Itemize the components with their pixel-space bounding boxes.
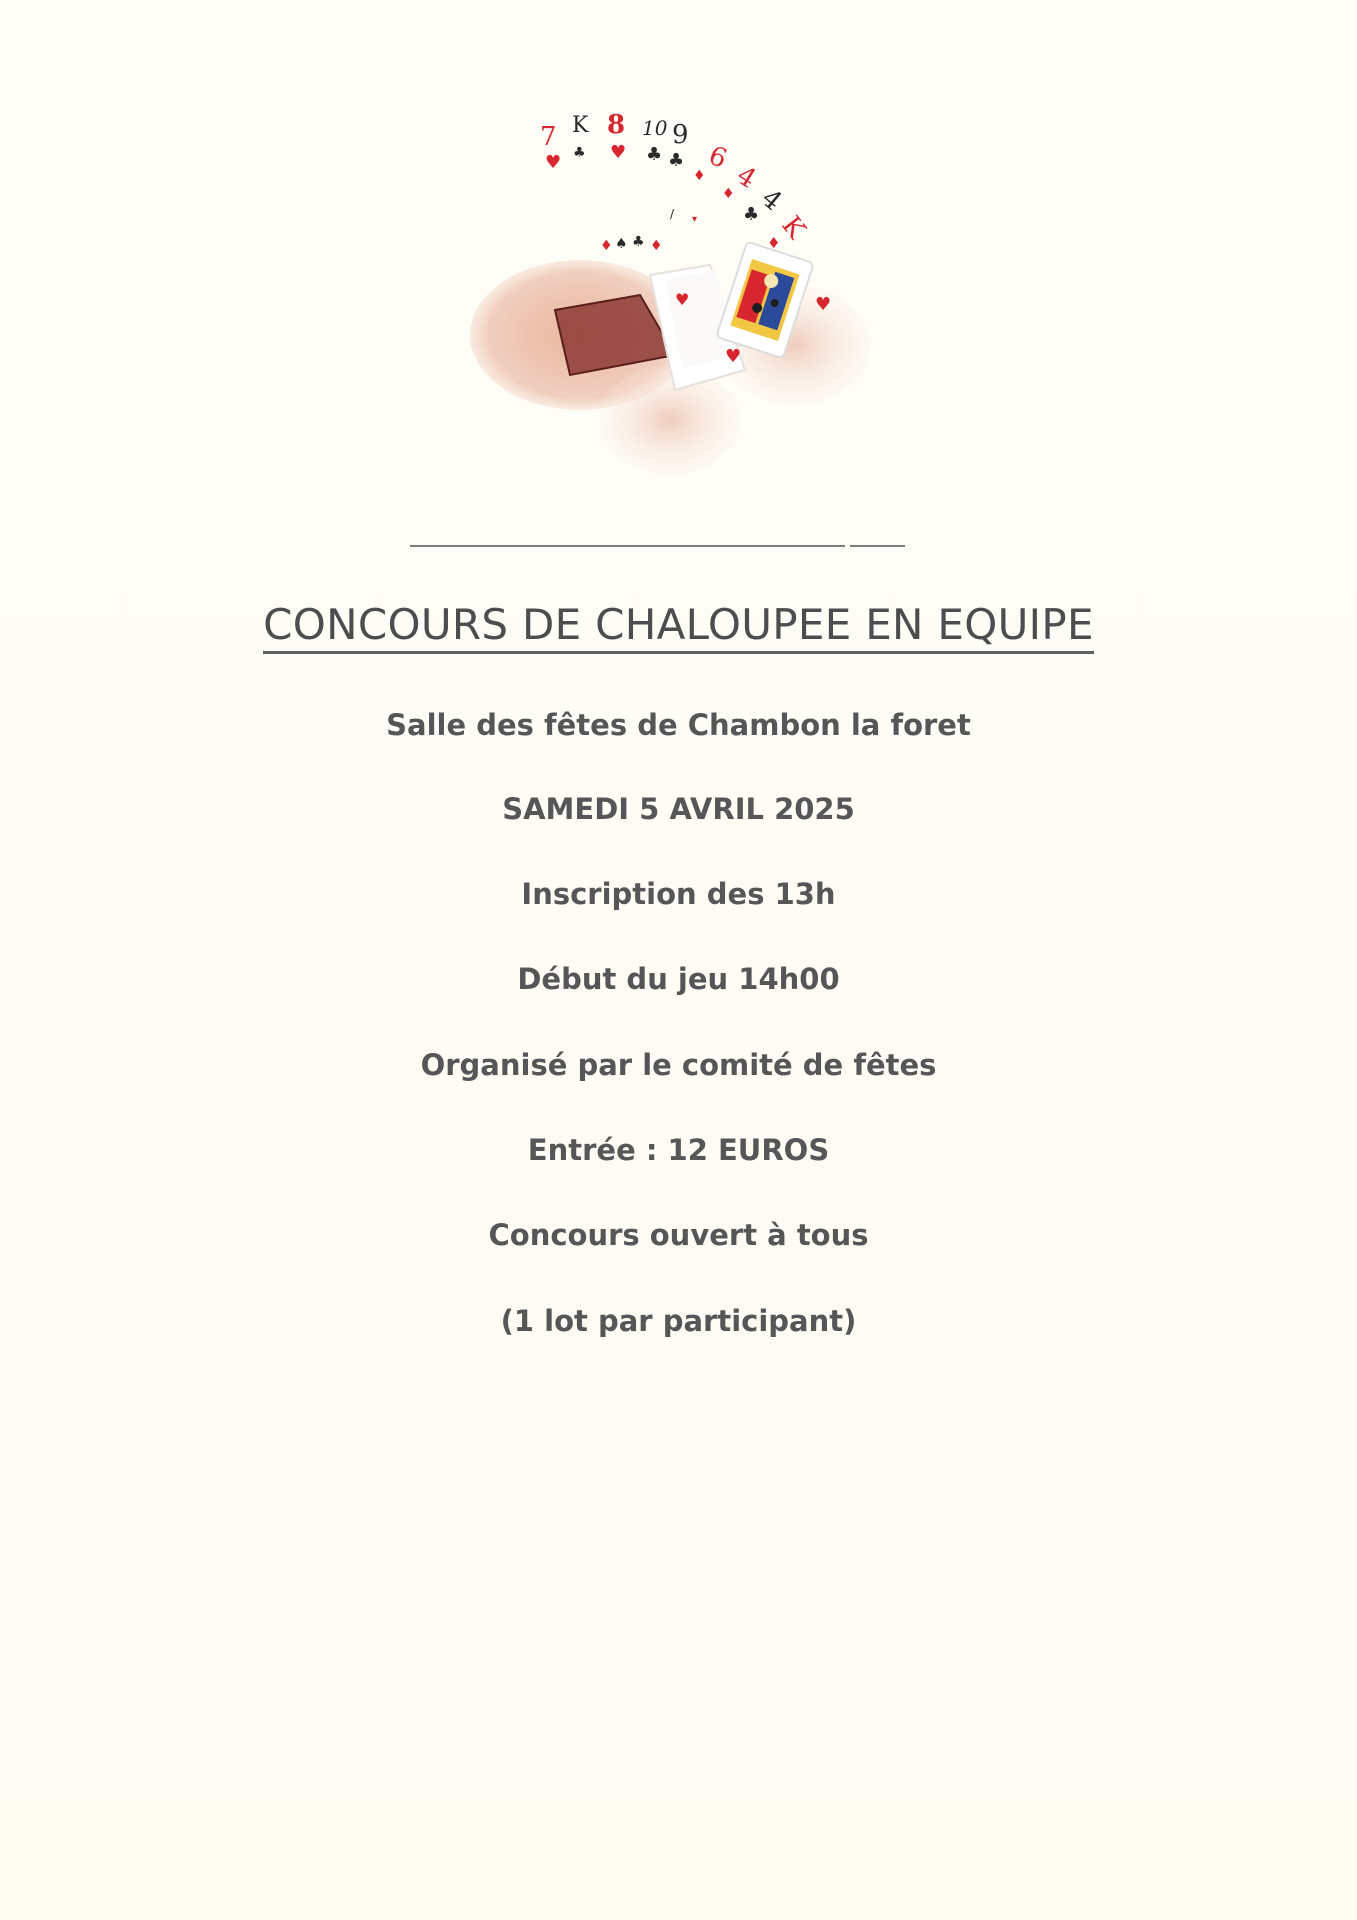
- suit-pips: [545, 142, 780, 252]
- svg-text:♣: ♣: [743, 204, 760, 225]
- svg-text:♣: ♣: [632, 234, 645, 250]
- game-start-time: Début du jeu 14h00: [517, 962, 840, 996]
- divider-rule-short: [850, 545, 905, 547]
- svg-text:▾: ▾: [692, 214, 698, 225]
- svg-text:♥: ♥: [675, 290, 690, 309]
- svg-text:♥: ♥: [815, 294, 832, 315]
- event-date: SAMEDI 5 AVRIL 2025: [502, 792, 855, 826]
- card-index: 9: [672, 120, 689, 150]
- svg-text:♥: ♥: [545, 152, 562, 173]
- svg-text:♣: ♣: [646, 144, 663, 165]
- card-index: 4: [755, 183, 788, 217]
- prize-note: (1 lot par participant): [500, 1304, 857, 1338]
- svg-text:♥: ♥: [610, 142, 627, 163]
- svg-text:♦: ♦: [693, 168, 706, 184]
- svg-text:♣: ♣: [573, 145, 586, 161]
- card-index: 6: [704, 140, 731, 175]
- svg-text:♦: ♦: [767, 234, 781, 252]
- svg-text:♦: ♦: [722, 186, 735, 202]
- card-index: K: [572, 113, 589, 138]
- svg-text:♦: ♦: [650, 238, 663, 254]
- svg-text:♦: ♦: [600, 238, 613, 254]
- card-index: K: [775, 210, 812, 245]
- svg-text:♥: ♥: [725, 346, 742, 367]
- organizer: Organisé par le comité de fêtes: [420, 1048, 937, 1082]
- svg-text:♣: ♣: [668, 150, 685, 171]
- playing-cards-fan-illustration: [460, 100, 910, 500]
- entry-fee: Entrée : 12 EUROS: [527, 1133, 830, 1167]
- event-title: [0, 600, 1357, 654]
- svg-text:♠: ♠: [615, 236, 628, 252]
- open-to-all: Concours ouvert à tous: [488, 1218, 869, 1252]
- card-index: 8: [607, 110, 626, 140]
- svg-text:/: /: [670, 207, 675, 221]
- card-index: 7: [540, 122, 557, 152]
- event-title-text: CONCOURS DE CHALOUPEE EN EQUIPE: [263, 600, 1094, 654]
- card-index: 4: [731, 160, 762, 195]
- registration-time: Inscription des 13h: [521, 877, 836, 911]
- divider-rule: [410, 545, 845, 547]
- event-venue: Salle des fêtes de Chambon la foret: [386, 708, 971, 742]
- card-index: 10: [642, 116, 668, 140]
- card-indices: [540, 110, 811, 245]
